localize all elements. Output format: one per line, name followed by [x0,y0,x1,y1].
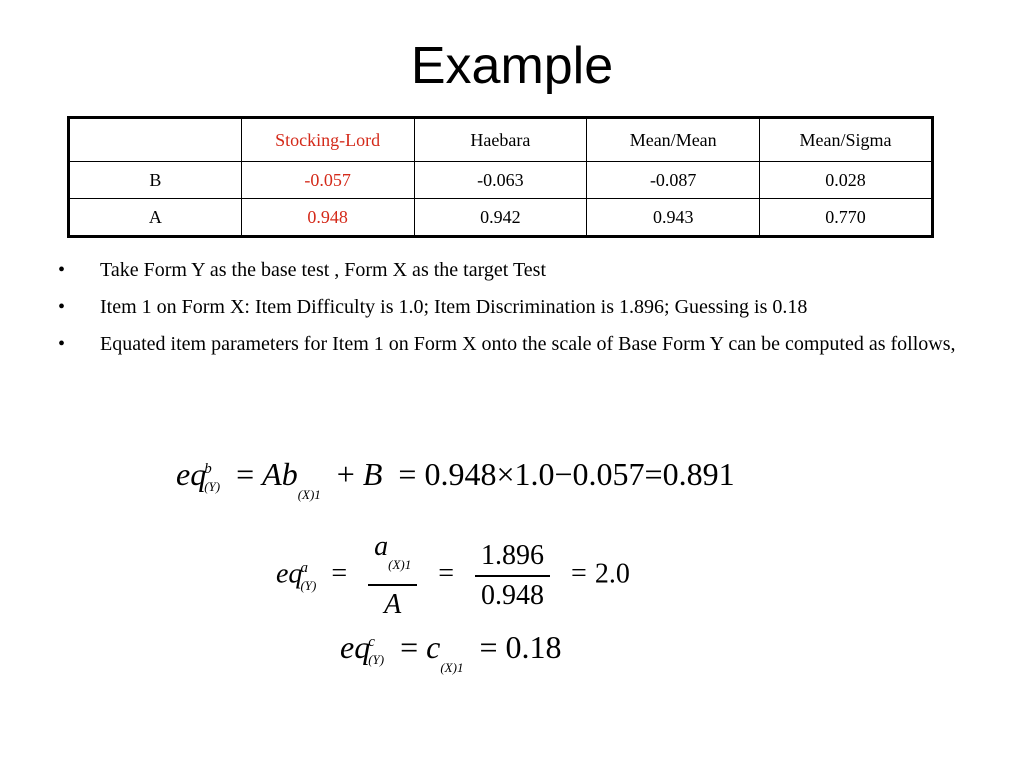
eq-b-lhs-base: eq [176,456,207,492]
table-row [69,199,933,237]
bullet-icon: • [58,259,66,281]
eq-a-denominator [378,586,407,622]
header-cell-stocking-lord: Stocking-Lord [241,118,414,162]
table-header-row [69,118,933,162]
eq-a-num-value: 1.896 [475,539,550,577]
eq-c-equals: = [400,629,419,665]
eq-b-B: B [362,456,383,492]
eq-a-den-value: 0.948 [481,580,545,611]
eq-b-b: b [281,456,298,492]
equating-methods-table [67,116,934,238]
row-label: A [69,199,242,237]
eq-c-result: 0.18 [505,629,562,665]
eq-b-lhs-sub: (Y) [204,479,221,495]
eq-a-num-a: a [374,531,389,562]
table-cell: 0.770 [760,199,933,237]
eq-b-lhs-sup: b [204,461,212,478]
bullet-text: Equated item parameters for Item 1 on Form X onto the scale of Base Form Y can be computed as follows, [100,333,956,355]
table-cell: -0.063 [414,162,587,199]
eq-a-equals-3: = [571,558,587,590]
eq-a-lhs-sup: a [300,559,308,576]
list-item [58,293,968,322]
eq-c-lhs-scripts [368,635,384,666]
eq-a-equals: = [331,558,348,590]
header-cell-empty [69,118,242,162]
eq-a-lhs-sub: (Y) [300,577,317,593]
table-cell: -0.087 [587,162,760,199]
bullet-icon: • [58,333,66,355]
eq-b-b-sub: (X)1 [297,487,321,502]
eq-a-lhs-scripts [300,561,316,592]
eq-c-lhs-base: eq [340,629,371,665]
equation-b [176,454,735,515]
eq-a-equals-2: = [438,558,455,590]
table-cell: 0.943 [587,199,760,237]
eq-a-fraction-symbolic [368,530,417,622]
eq-a-fraction-numeric [475,539,550,613]
bullet-list [58,256,968,367]
eq-c-lhs-sup: c [368,634,375,651]
eq-c-equals-2: = [479,629,498,665]
eq-c-lhs-sub: (Y) [368,652,385,668]
eq-a-numerator [368,530,417,586]
eq-a-result: 2.0 [594,558,630,590]
eq-a-num-sub: (X)1 [388,557,412,572]
table-row [69,162,933,199]
list-item [58,330,968,359]
table-cell: -0.057 [241,162,414,199]
header-cell-haebara: Haebara [414,118,587,162]
eq-b-equals-2: = [398,456,417,492]
slide-title: Example [410,37,614,95]
table-cell: 0.028 [760,162,933,199]
eq-b-equals: = [236,456,255,492]
eq-b-lhs-scripts [204,462,220,493]
eq-c-c: c [426,629,441,665]
eq-a-lhs-base: eq [276,558,303,590]
eq-c-c-sub: (X)1 [440,660,464,675]
eq-b-calculation: 0.948×1.0−0.057=0.891 [424,456,735,492]
list-item [58,256,968,285]
bullet-text: Take Form Y as the base test , Form X as the target Test [100,259,546,281]
eq-a-den-A: A [384,589,402,620]
equation-c [340,627,562,688]
bullet-icon: • [58,296,66,318]
header-cell-mean-mean: Mean/Mean [587,118,760,162]
table-cell: 0.948 [241,199,414,237]
header-cell-mean-sigma: Mean/Sigma [760,118,933,162]
eq-b-plus: + [336,456,355,492]
table-cell: 0.942 [414,199,587,237]
equation-a [276,530,630,622]
eq-b-A: A [262,456,282,492]
row-label: B [69,162,242,199]
bullet-text: Item 1 on Form X: Item Difficulty is 1.0; Item Discrimination is 1.896; Guessing is 0.18 [100,296,808,318]
